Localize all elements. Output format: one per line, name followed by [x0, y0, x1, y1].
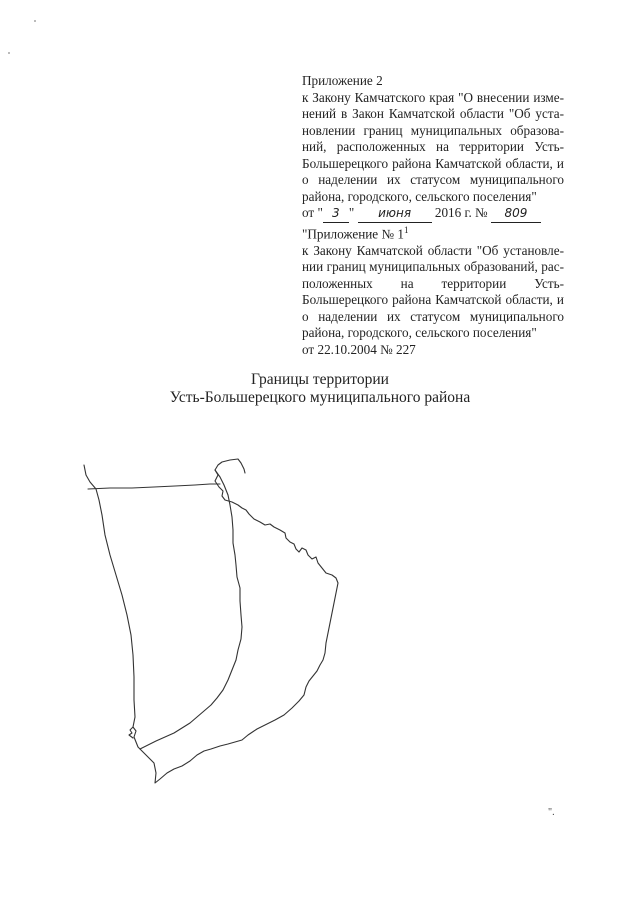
appendix-1-text-line: о наделении их статусом муниципального: [302, 308, 564, 324]
appendix-2-text-line: новлении границ муниципальных образова-: [302, 122, 564, 138]
district-boundary-outline: [84, 459, 338, 783]
appendix-1-text-line: положенных на территории Усть-: [302, 275, 564, 291]
date-month-handwritten: июня: [358, 205, 432, 223]
scan-speck: [8, 52, 10, 54]
district-boundary-map: [70, 455, 350, 795]
appendix-1-text-line: нии границ муниципальных образований, рас-: [302, 259, 564, 275]
map-title-line-1: Границы территории: [251, 371, 389, 388]
appendix-2-date-line: [302, 205, 564, 223]
appendix-1-text-line: к Закону Камчатской области "Об установле-: [302, 242, 564, 258]
appendix-2-text-line: нений в Закон Камчатской области "Об уста-: [302, 106, 564, 121]
appendix-2-text-line: района, городского, сельского поселения": [302, 188, 537, 204]
appendix-2-title: Приложение 2: [302, 73, 383, 88]
map-title-line-2: Усть-Большерецкого муниципального района: [169, 389, 471, 406]
date-year: 2016 г.: [434, 205, 472, 220]
appendix-2-text-line: о наделении их статусом муниципального: [302, 172, 564, 187]
number-sign: №: [475, 205, 488, 220]
map-title: [0, 371, 640, 407]
appendix-2-text-line: к Закону Камчатского края "О внесении изме-: [302, 89, 564, 105]
date-prefix: от ": [302, 205, 323, 220]
coastal-detail: [129, 727, 133, 738]
district-boundary-north-edge: [88, 484, 220, 489]
appendix-2-text-line: ний, расположенных на территории Усть-: [302, 139, 564, 154]
appendix-1-date-line: от 22.10.2004 № 227: [302, 341, 416, 357]
appendix-1-header: [302, 222, 564, 358]
date-day-handwritten: 3: [323, 205, 349, 223]
document-number-handwritten: 809: [491, 205, 541, 223]
appendix-1-text-line: района, городского, сельского поселения": [302, 325, 537, 341]
appendix-1-text-line: Большерецкого района Камчатской области, и: [302, 292, 564, 308]
scan-speck: [34, 20, 36, 22]
district-boundary-inner-line: [140, 470, 242, 749]
appendix-2-text-line: Большерецкого района Камчатской области, и: [302, 155, 564, 171]
date-mid: ": [348, 205, 355, 220]
appendix-1-title: "Приложение № $1^1$: [302, 225, 409, 242]
appendix-2-header: [302, 73, 564, 223]
closing-quote-mark: ".: [548, 807, 555, 818]
